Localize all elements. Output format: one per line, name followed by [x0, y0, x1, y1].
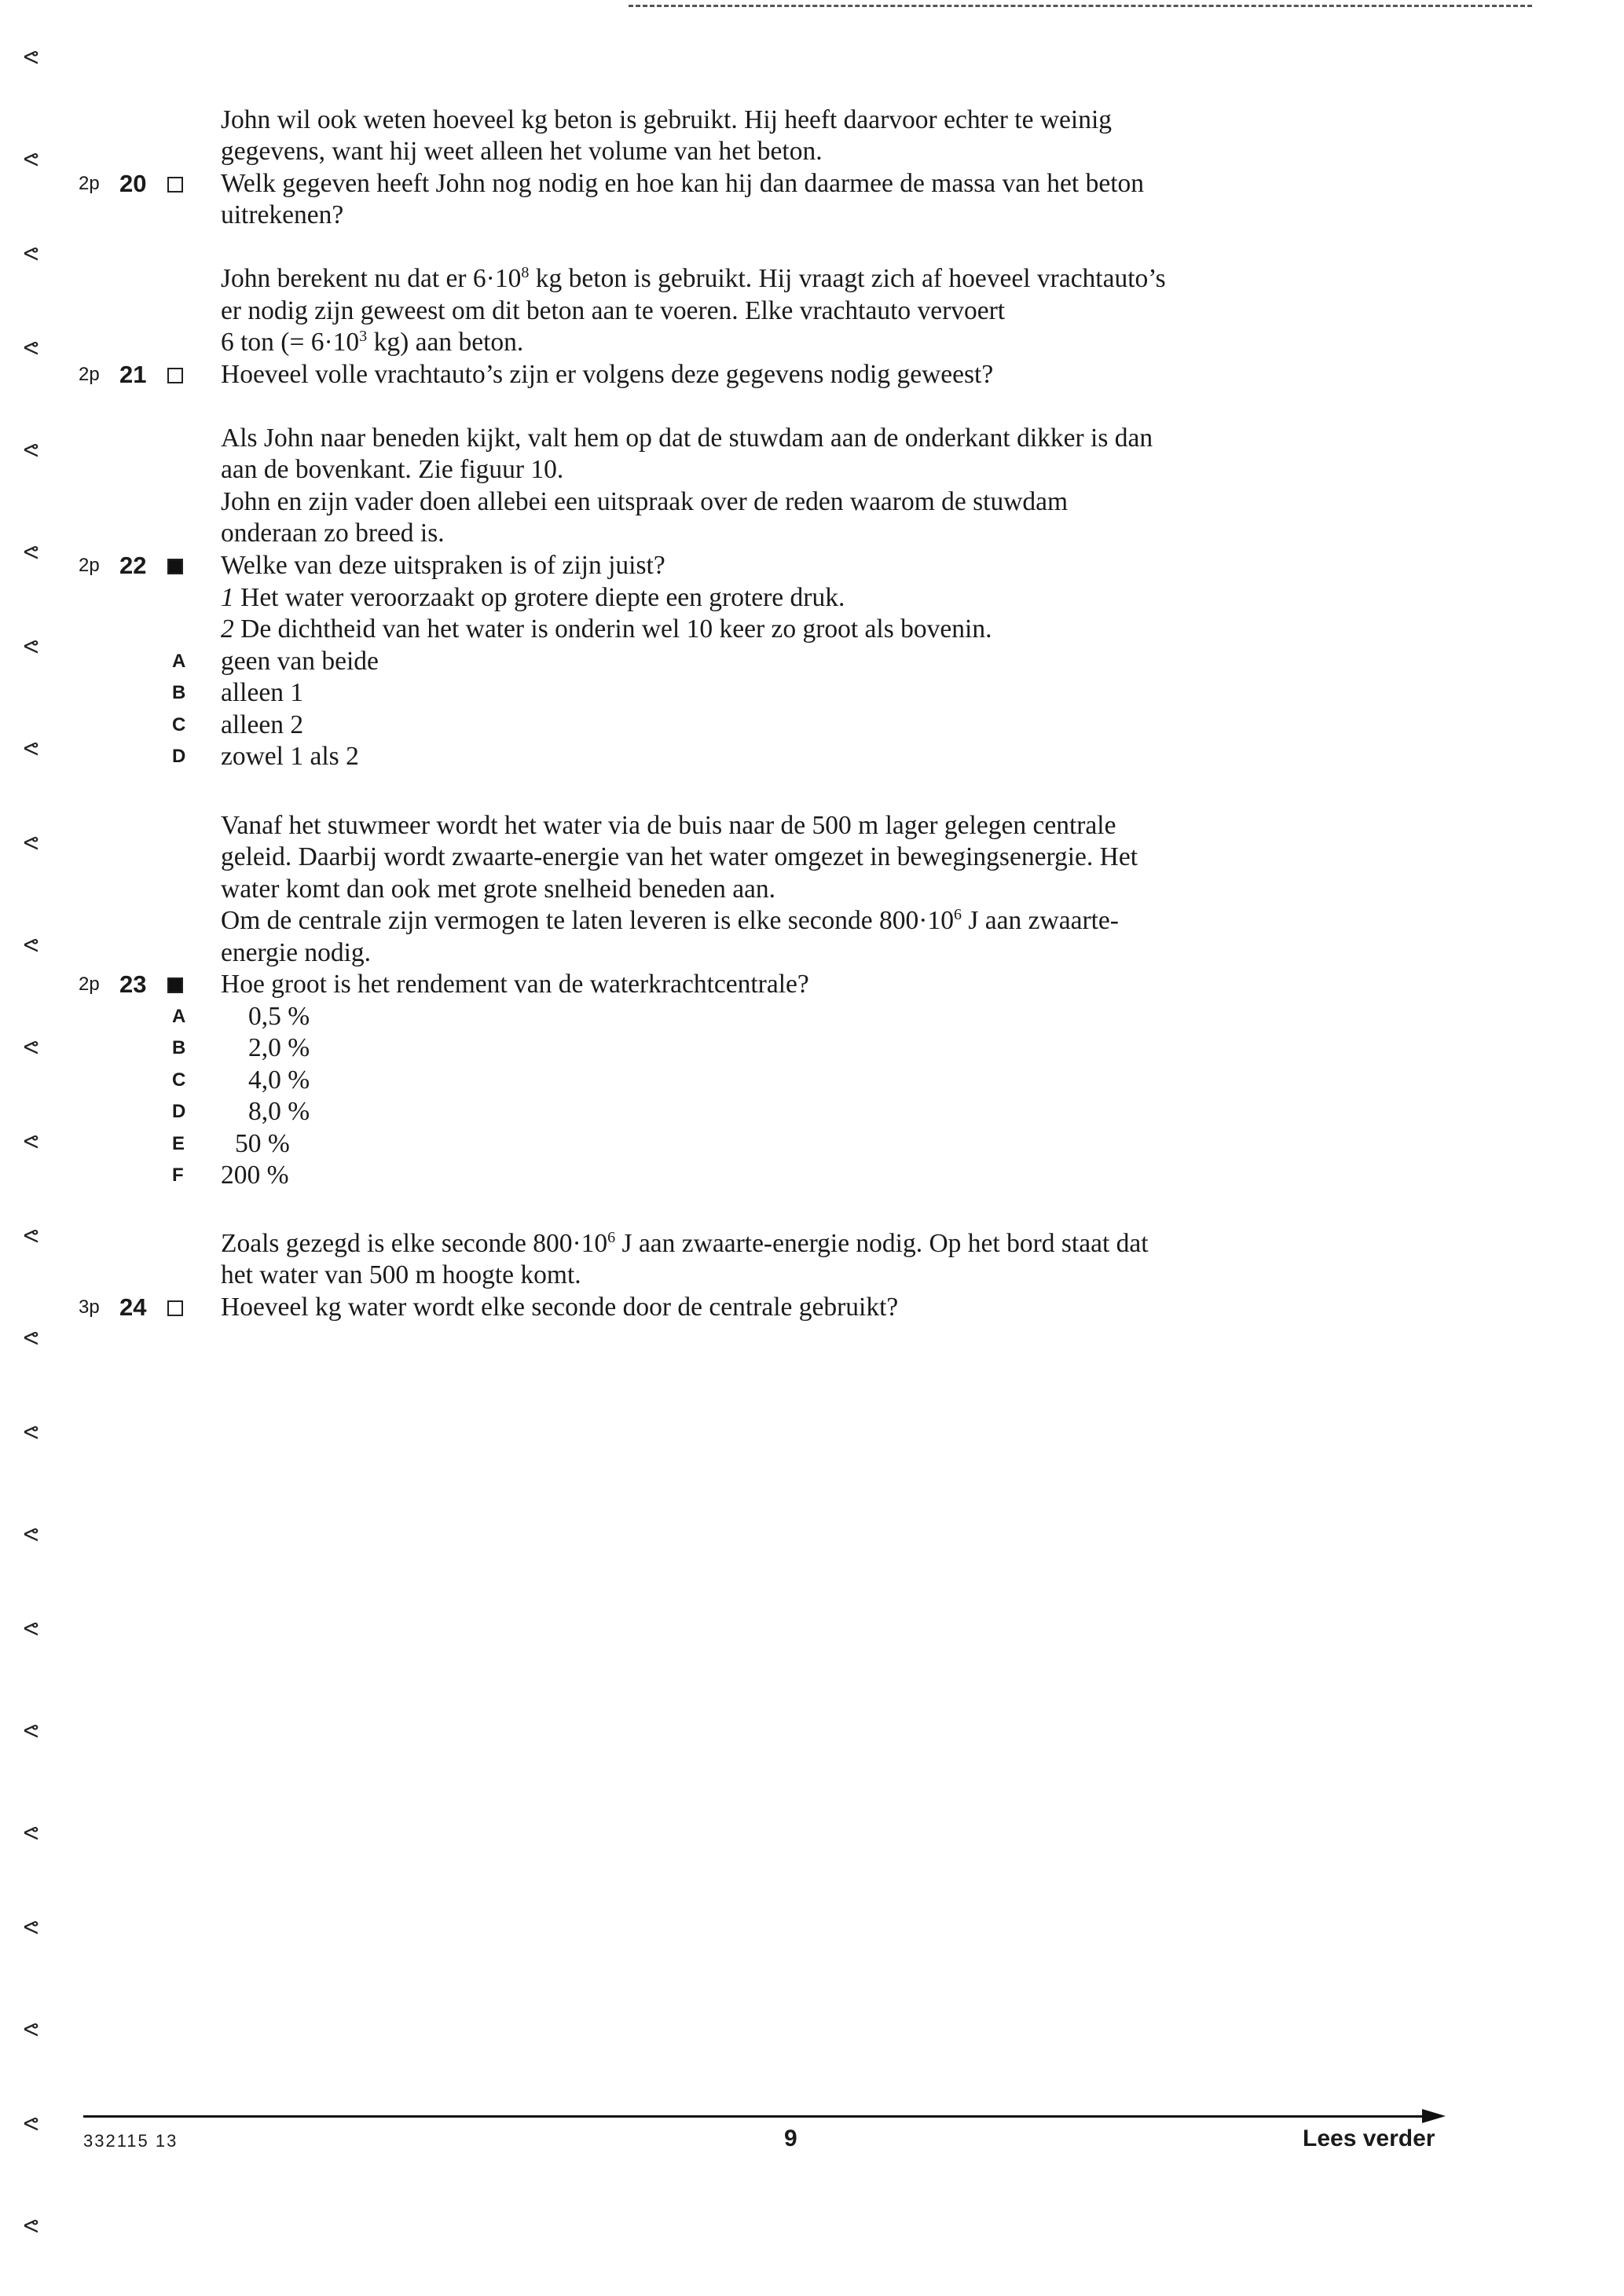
document-code: 332115 13 [83, 2131, 178, 2151]
question-points: 2p [79, 974, 100, 995]
body-text: het water van 500 m hoogte komt. [221, 1260, 581, 1289]
question-points: 2p [79, 555, 100, 576]
binding-hole-icon: ᕝ [22, 1223, 40, 1263]
question-number: 24 [119, 1293, 147, 1321]
binding-hole-icon: ᕝ [22, 146, 40, 186]
body-text: aan de bovenkant. Zie figuur 10. [221, 455, 564, 484]
binding-hole-icon: ᕝ [22, 2111, 40, 2151]
body-text: Als John naar beneden kijkt, valt hem op dat de stuwdam aan de onderkant dikker is dan [221, 424, 1153, 453]
body-text: John en zijn vader doen allebei een uitspraak over de reden waarom de stuwdam [221, 487, 1069, 516]
option-text: 4,0 % [248, 1065, 310, 1095]
body-text: er nodig zijn geweest om dit beton aan te voeren. Elke vrachtauto vervoert [221, 296, 1006, 325]
binding-hole-icon: ᕝ [22, 2016, 40, 2056]
body-text: energie nodig. [221, 938, 372, 967]
binding-hole-icon: ᕝ [22, 437, 40, 477]
binding-hole-icon: ᕝ [22, 1914, 40, 1954]
body-text: John berekent nu dat er $6\cdot 10^8$ kg beton is gebruikt. Hij vraagt zich af hoeveel vrachtauto’s [221, 263, 1166, 293]
open-question-checkbox [167, 1300, 183, 1316]
question-number: 23 [119, 970, 147, 998]
option-text: zowel 1 als 2 [221, 742, 359, 771]
question-number: 20 [119, 170, 147, 197]
body-text: Vanaf het stuwmeer wordt het water via de buis naar de 500 m lager gelegen centrale [221, 811, 1116, 840]
option-letter: C [172, 1069, 186, 1091]
body-text: 6 ton (= $6\cdot 10^3$ kg) aan beton. [221, 327, 524, 357]
question-text: Welk gegeven heeft John nog nodig en hoe kan hij dan daarmee de massa van het beton [221, 169, 1145, 198]
binding-hole-icon: ᕝ [22, 1521, 40, 1561]
binding-hole-icon: ᕝ [22, 1820, 40, 1860]
open-question-checkbox [167, 368, 183, 383]
option-text: geen van beide [221, 647, 379, 676]
body-text: John wil ook weten hoeveel kg beton is gebruikt. Hij heeft daarvoor echter te weinig [221, 105, 1113, 134]
option-letter: E [172, 1133, 185, 1154]
body-text: geleid. Daarbij wordt zwaarte-energie van het water omgezet in bewegingsenergie. Het [221, 842, 1138, 871]
question-points: 2p [79, 364, 100, 385]
body-text: onderaan zo breed is. [221, 519, 445, 548]
question-text: Hoeveel kg water wordt elke seconde door de centrale gebruikt? [221, 1293, 899, 1322]
binding-hole-icon: ᕝ [22, 735, 40, 776]
question-text: Welke van deze uitspraken is of zijn juist? [221, 551, 665, 580]
option-letter: D [172, 746, 186, 767]
option-text: alleen 1 [221, 678, 304, 707]
binding-hole-icon: ᕝ [22, 1128, 40, 1168]
continue-arrow-icon [1422, 2109, 1446, 2123]
option-letter: F [172, 1165, 184, 1186]
body-text: Zoals gezegd is elke seconde $800\cdot 10^6$ J aan zwaarte-energie nodig. Op het bord staat dat [221, 1228, 1149, 1258]
body-text: gegevens, want hij weet alleen het volume van het beton. [221, 137, 823, 166]
continue-label: Lees verder [1303, 2125, 1435, 2151]
option-letter: A [172, 1006, 186, 1027]
question-points: 2p [79, 173, 100, 194]
option-letter: D [172, 1101, 186, 1122]
binding-hole-icon: ᕝ [22, 1419, 40, 1459]
binding-hole-icon: ᕝ [22, 1616, 40, 1656]
binding-hole-icon: ᕝ [22, 1718, 40, 1758]
open-question-checkbox [167, 177, 183, 193]
question-text: Hoeveel volle vrachtauto’s zijn er volgens deze gegevens nodig geweest? [221, 360, 994, 389]
binding-hole-icon: ᕝ [22, 2213, 40, 2253]
option-text: 50 % [235, 1129, 290, 1158]
option-text: 2,0 % [248, 1033, 310, 1062]
top-dashed-rule [629, 5, 1532, 7]
binding-hole-icon: ᕝ [22, 539, 40, 579]
binding-hole-icon: ᕝ [22, 830, 40, 870]
question-number: 22 [119, 552, 147, 579]
option-text: 8,0 % [248, 1097, 310, 1126]
question-text: Hoe groot is het rendement van de waterkrachtcentrale? [221, 970, 809, 999]
option-letter: B [172, 1037, 186, 1058]
option-text: alleen 2 [221, 710, 304, 739]
binding-hole-icon: ᕝ [22, 1034, 40, 1074]
body-text: water komt dan ook met grote snelheid beneden aan. [221, 875, 776, 904]
footer-rule [83, 2115, 1433, 2118]
multiple-choice-marker [167, 977, 183, 993]
binding-hole-icon: ᕝ [22, 633, 40, 673]
option-letter: A [172, 651, 186, 672]
option-text: 0,5 % [248, 1002, 310, 1031]
binding-hole-icon: ᕝ [22, 1325, 40, 1365]
statement: 2 De dichtheid van het water is onderin wel 10 keer zo groot als bovenin. [221, 614, 992, 644]
option-letter: C [172, 714, 186, 735]
body-text: Om de centrale zijn vermogen te laten leveren is elke seconde $800\cdot 10^6$ J aan zwaarte- [221, 905, 1119, 935]
question-text: uitrekenen? [221, 200, 344, 229]
binding-hole-icon: ᕝ [22, 240, 40, 281]
page-number: 9 [784, 2125, 797, 2151]
binding-hole-icon: ᕝ [22, 335, 40, 375]
option-letter: B [172, 682, 186, 703]
multiple-choice-marker [167, 559, 183, 574]
statement: 1 Het water veroorzaakt op grotere diepte een grotere druk. [221, 583, 845, 612]
binding-hole-icon: ᕝ [22, 932, 40, 972]
question-number: 21 [119, 361, 147, 388]
option-text: 200 % [221, 1161, 289, 1190]
question-points: 3p [79, 1297, 100, 1318]
binding-hole-icon: ᕝ [22, 44, 40, 84]
